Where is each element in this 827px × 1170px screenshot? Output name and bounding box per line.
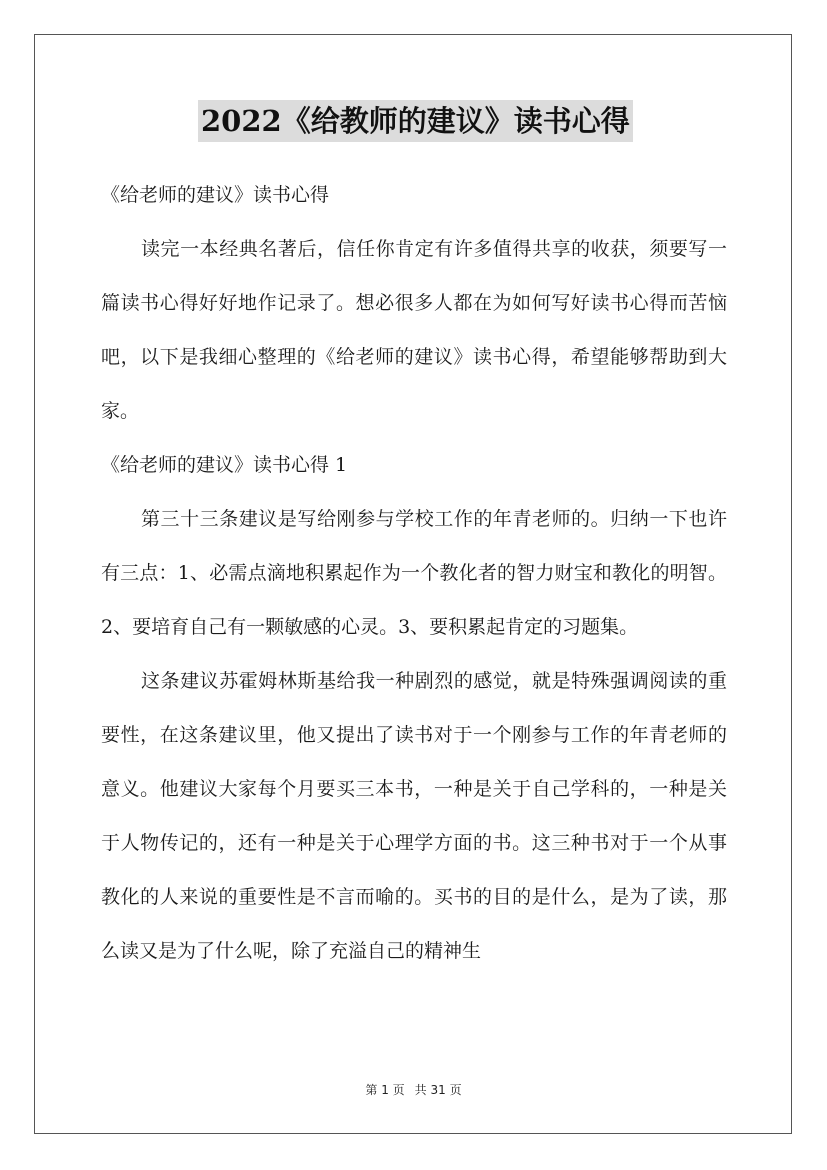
document-body bbox=[101, 168, 727, 978]
page-number: 第 1 页 bbox=[365, 1083, 405, 1097]
intro-paragraph: 读完一本经典名著后，信任你肯定有许多值得共享的收获，须要写一篇读书心得好好地作记录了。想必很多人都在为如何写好读书心得而苦恼吧，以下是我细心整理的《给老师的建议》读书心得，希望能够帮助到大家。 bbox=[101, 238, 727, 422]
document-title: 2022《给教师的建议》读书心得 bbox=[198, 100, 633, 142]
section-paragraph-2: 这条建议苏霍姆林斯基给我一种剧烈的感觉，就是特殊强调阅读的重要性，在这条建议里，他又提出了读书对于一个刚参与工作的年青老师的意义。他建议大家每个月要买三本书，一种是关于自己学科的，一种是关于人物传记的，还有一种是关于心理学方面的书。这三种书对于一个从事教化的人来说的重要性是不言而喻的。买书的目的是什么，是为了读，那么读又是为了什么呢，除了充溢自己的精神生 bbox=[101, 670, 727, 962]
page-total: 共 31 页 bbox=[414, 1083, 462, 1097]
page-footer bbox=[0, 1082, 827, 1098]
section-heading: 《给老师的建议》读书心得 1 bbox=[101, 454, 348, 476]
document-heading: 《给老师的建议》读书心得 bbox=[101, 184, 330, 206]
section-paragraph-1: 第三十三条建议是写给刚参与学校工作的年青老师的。归纳一下也许有三点：1、必需点滴地积累起作为一个教化者的智力财宝和教化的明智。2、要培育自己有一颗敏感的心灵。3、要积累起肯定的习题集。 bbox=[101, 508, 727, 638]
